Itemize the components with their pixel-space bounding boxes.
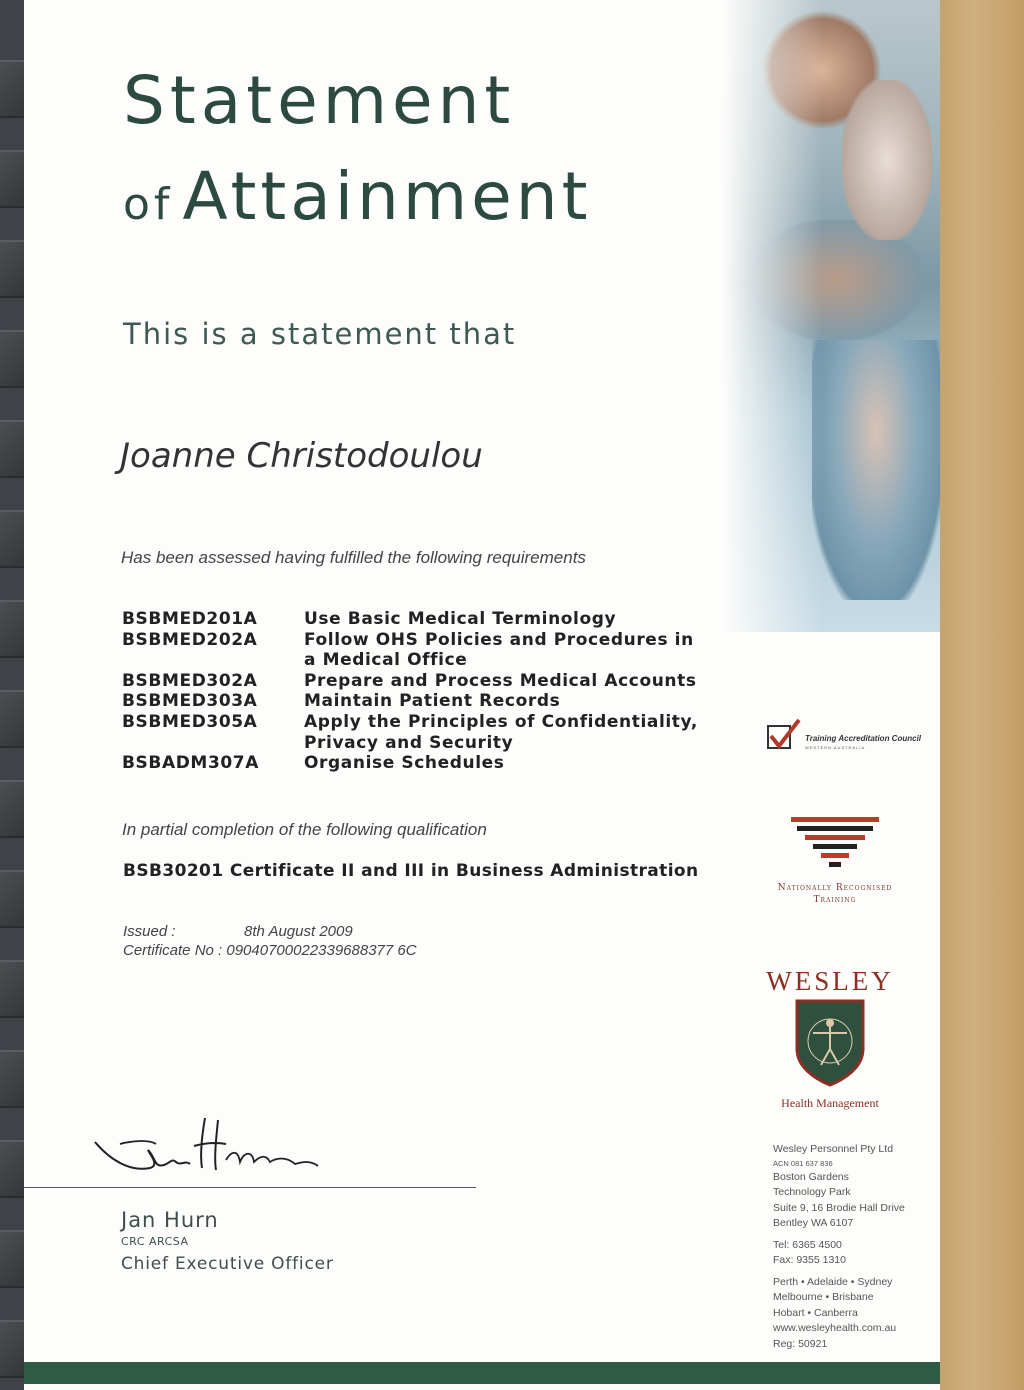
vitruvian-shield-icon [793,997,867,1087]
tac-name: Training Accreditation Council [805,734,922,743]
wesley-wordmark: WESLEY [766,966,894,996]
qualification-title: BSB30201 Certificate II and III in Business Administration [123,861,699,881]
title-of: of [123,179,174,230]
address-line: Suite 9, 16 Brodie Hall Drive [773,1201,905,1214]
unit-code: BSBMED201A [122,609,258,629]
certificate-number: 09040700022339688377 6C [226,941,417,959]
unit-row [122,691,722,712]
office-cities: Perth • Adelaide • Sydney [773,1275,893,1288]
unit-description: Organise Schedules [304,753,505,774]
signer-credentials: CRC ARCSA [121,1235,189,1248]
address-line: Boston Gardens [773,1170,849,1183]
unit-code: BSBMED202A [122,629,258,650]
nrt-line1: Nationally Recognised [777,883,893,893]
nrt-caption [770,882,900,906]
recipient-name: Joanne Christodoulou [120,436,483,476]
company-acn: ACN 081 637 836 [773,1158,833,1168]
medical-collage-image [722,0,940,632]
company-name: Wesley Personnel Pty Ltd [773,1143,894,1155]
registration-number: Reg: 50921 [773,1337,828,1350]
address-line: Technology Park [773,1186,851,1198]
tac-subtitle: WESTERN AUSTRALIA [805,745,866,750]
unit-row [122,753,722,774]
unit-code: BSBADM307A [122,753,259,774]
scanner-backing [940,0,1024,1390]
certificate-label: Certificate No : [123,941,223,959]
unit-description: Follow OHS Policies and Procedures in a Medical Office [304,629,694,671]
scanner-edge [0,0,24,1390]
lead-text: This is a statement that [123,317,517,351]
unit-row [122,671,722,692]
unit-code: BSBMED303A [122,691,258,712]
unit-row [122,630,722,671]
issued-label: Issued : [123,923,176,940]
office-cities: Hobart • Canberra [773,1306,858,1319]
unit-description: Apply the Principles of Confidentiality, Privacy and Security [304,711,698,753]
partial-completion-text: In partial completion of the following qualification [122,820,487,839]
unit-code: BSBMED302A [122,670,258,691]
title-statement: Statement [123,62,516,139]
signer-name: Jan Hurn [121,1208,219,1232]
contact-block [773,1142,905,1352]
units-list [122,609,722,774]
signature-line [24,1187,476,1188]
issue-details [123,923,417,960]
nrt-line2: Training [813,895,857,905]
signature-image [90,1110,330,1185]
assessed-text: Has been assessed having fulfilled the following requirements [121,548,586,567]
unit-description: Maintain Patient Records [304,691,561,712]
issued-date: 8th August 2009 [244,923,353,940]
wesley-tagline: Health Management [781,1096,879,1110]
unit-row [122,712,722,753]
tac-logo [765,718,922,757]
wesley-logo [760,966,900,1111]
unit-row [122,609,722,630]
tac-check-icon [765,718,803,752]
signer-role: Chief Executive Officer [121,1254,334,1274]
nrt-logo [770,815,900,906]
website: www.wesleyhealth.com.au [773,1322,897,1334]
unit-description: Prepare and Process Medical Accounts [304,670,697,691]
office-cities: Melbourne • Brisbane [773,1291,874,1303]
title-attainment-word: Attainment [182,158,592,235]
signer-block [121,1208,334,1274]
title-attainment [123,158,591,235]
fax: Fax: 9355 1310 [773,1254,846,1266]
unit-code: BSBMED305A [122,711,258,732]
nrt-triangle-icon [789,815,881,871]
telephone: Tel: 6365 4500 [773,1238,842,1251]
unit-description: Use Basic Medical Terminology [304,609,617,629]
footer-bar [24,1362,940,1384]
address-line: Bentley WA 6107 [773,1217,854,1229]
